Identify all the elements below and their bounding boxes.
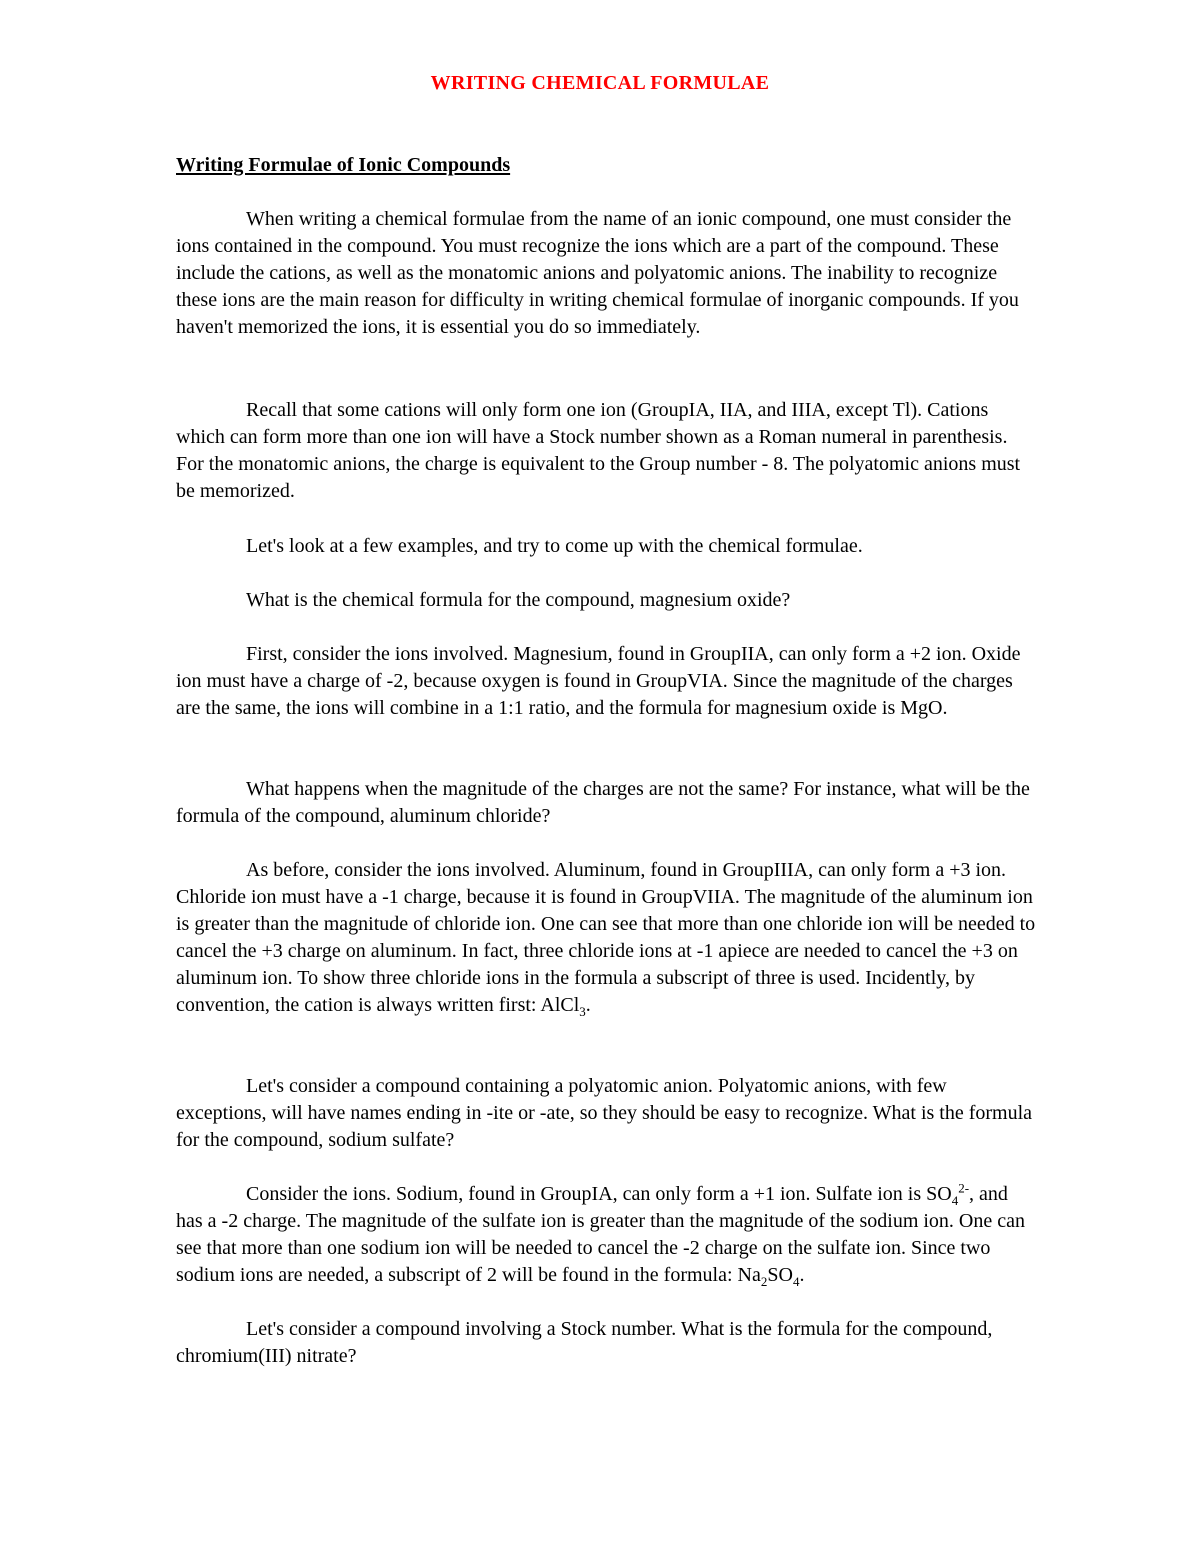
paragraph-4: What is the chemical formula for the compound, magnesium oxide? (246, 589, 791, 611)
paragraph-8: Let's consider a compound containing a polyatomic anion. Polyatomic anions, with few exceptions, will have names ending in -ite or -ate, so they should be easy to recognize. What is the formula for the compound, sodium sulfate? (176, 1075, 1033, 1151)
paragraph-7: As before, consider the ions involved. Aluminum, found in GroupIIIA, can only form a +3 ion. Chloride ion must have a -1 charge, because it is found in GroupVIIA. The magnitude of the aluminum ion is greater than the magnitude of chloride ion. One can see that more than one chloride ion will be needed to cancel the +3 charge on aluminum. In fact, three chloride ions at -1 apiece are needed to cancel the +3 on aluminum ion. To show three chloride ions in the formula a subscript of three is used. Incidently, by convention, the cation is always written first: AlCl$_3$. (176, 859, 1036, 1019)
sodium-sulfate-formula: $Na_2SO_4$ (737, 1264, 800, 1289)
paragraph-5: First, consider the ions involved. Magnesium, found in GroupIIA, can only form a +2 ion. Oxide ion must have a charge of -2, because oxygen is found in GroupVIA. Since the magnitude of the charges are the same, the ions will combine in a 1:1 ratio, and the formula for magnesium oxide is MgO. (176, 643, 1021, 719)
paragraph-6: What happens when the magnitude of the charges are not the same? For instance, what will be the formula of the compound, aluminum chloride? (176, 778, 1030, 827)
sulfate-ion-formula: $SO_4^{2-}$ (926, 1180, 970, 1208)
paragraph-9: Consider the ions. Sodium, found in GroupIA, can only form a +1 ion. Sulfate ion is $SO_4^{2-}$, and has a -2 charge. The magnitude of the sulfate ion is greater than the magnitude of the sodium ion. One can see that more than one sodium ion will be needed to cancel the -2 charge on the sulfate ion. Since two sodium ions are needed, a subscript of 2 will be found in the formula: $Na_2SO_4$. (176, 1180, 1026, 1289)
document-title: WRITING CHEMICAL FORMULAE (430, 72, 770, 94)
paragraph-10: Let's consider a compound involving a Stock number. What is the formula for the compound, chromium(III) nitrate? (176, 1318, 993, 1367)
paragraph-1: When writing a chemical formulae from the name of an ionic compound, one must consider the ions contained in the compound. You must recognize the ions which are a part of the compound. These include the cations, as well as the monatomic anions and polyatomic anions. The inability to recognize these ions are the main reason for difficulty in writing chemical formulae of inorganic compounds. If you haven't memorized the ions, it is essential you do so immediately. (176, 208, 1019, 338)
paragraph-7-text: As before, consider the ions involved. Aluminum, found in GroupIIIA, can only form a +3 ion. Chloride ion must have a -1 charge, because it is found in GroupVIIA. The magnitude of the aluminum ion is greater than the magnitude of chloride ion. One can see that more than one chloride ion will be needed to cancel the +3 charge on aluminum. In fact, three chloride ions at -1 apiece are needed to cancel the +3 on aluminum ion. To show three chloride ions in the formula a subscript of three is used. Incidently, by convention, the cation is always written first: (176, 859, 1036, 1016)
aluminum-chloride-formula: AlCl$_3$ (540, 994, 586, 1019)
paragraph-3: Let's look at a few examples, and try to come up with the chemical formulae. (246, 535, 863, 557)
paragraph-2: Recall that some cations will only form one ion (GroupIA, IIA, and IIIA, except Tl). Cations which can form more than one ion will have a Stock number shown as a Roman numeral in parenthesis. For the monatomic anions, the charge is equivalent to the Group number - 8. The polyatomic anions must be memorized. (176, 399, 1021, 502)
section-heading: Writing Formulae of Ionic Compounds (176, 154, 511, 176)
